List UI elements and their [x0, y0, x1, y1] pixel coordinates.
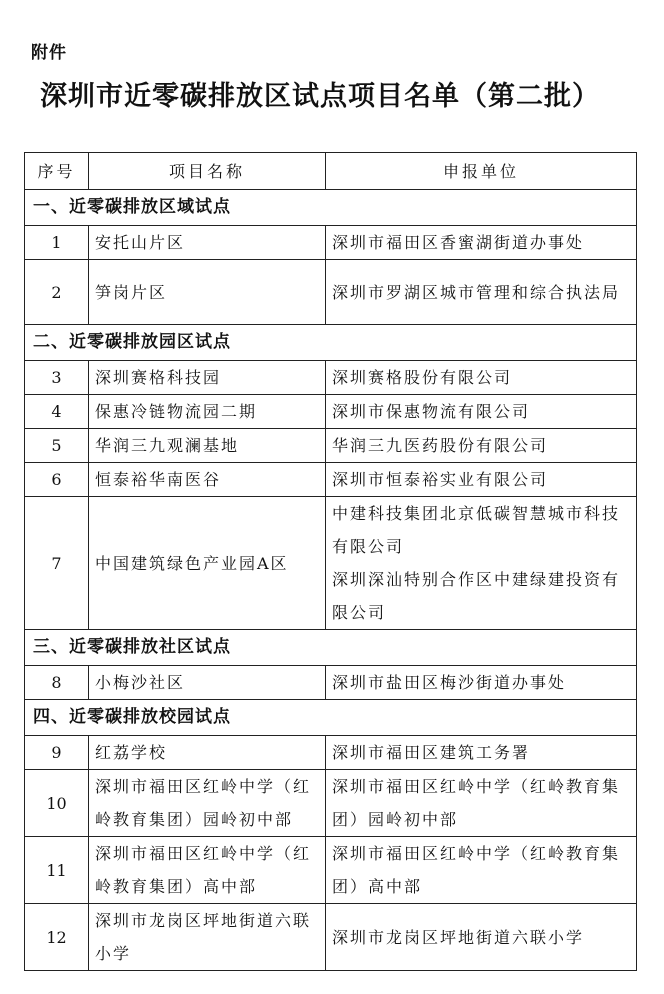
- table-row: [25, 260, 637, 325]
- row-applicant-unit: 深圳市罗湖区城市管理和综合执法局: [326, 260, 637, 325]
- header-project-name: 项目名称: [89, 153, 326, 190]
- section-title: 二、近零碳排放园区试点: [25, 325, 637, 361]
- section-row: [25, 630, 637, 666]
- table-row: [25, 904, 637, 971]
- row-project-name: 深圳市福田区红岭中学（红岭教育集团）高中部: [89, 837, 326, 904]
- row-project-name: 小梅沙社区: [89, 666, 326, 700]
- section-row: [25, 190, 637, 226]
- row-no: 1: [25, 226, 89, 260]
- applicant-unit-line: 中建科技集团北京低碳智慧城市科技有限公司: [332, 504, 621, 556]
- row-project-name: 恒泰裕华南医谷: [89, 463, 326, 497]
- row-project-name: 华润三九观澜基地: [89, 429, 326, 463]
- row-no: 4: [25, 395, 89, 429]
- table-row: [25, 226, 637, 260]
- row-no: 6: [25, 463, 89, 497]
- table-header-row: [25, 153, 637, 190]
- row-no: 7: [25, 497, 89, 630]
- row-applicant-unit: 华润三九医药股份有限公司: [326, 429, 637, 463]
- header-applicant-unit: 申报单位: [326, 153, 637, 190]
- row-project-name: 安托山片区: [89, 226, 326, 260]
- row-applicant-unit: 深圳市盐田区梅沙街道办事处: [326, 666, 637, 700]
- table-row: [25, 361, 637, 395]
- project-list-table: [24, 152, 637, 971]
- row-no: 10: [25, 770, 89, 837]
- row-applicant-unit: 深圳市龙岗区坪地街道六联小学: [326, 904, 637, 971]
- row-project-name: 笋岗片区: [89, 260, 326, 325]
- table-row: [25, 837, 637, 904]
- row-no: 9: [25, 736, 89, 770]
- row-no: 5: [25, 429, 89, 463]
- section-title: 三、近零碳排放社区试点: [25, 630, 637, 666]
- row-applicant-unit: 深圳市福田区红岭中学（红岭教育集团）高中部: [326, 837, 637, 904]
- attachment-label: 附件: [31, 43, 67, 63]
- section-title: 四、近零碳排放校园试点: [25, 700, 637, 736]
- section-row: [25, 325, 637, 361]
- table-row: [25, 395, 637, 429]
- row-applicant-unit: 深圳市福田区红岭中学（红岭教育集团）园岭初中部: [326, 770, 637, 837]
- row-applicant-unit: 深圳市保惠物流有限公司: [326, 395, 637, 429]
- row-project-name: 红荔学校: [89, 736, 326, 770]
- table-row: [25, 666, 637, 700]
- row-no: 3: [25, 361, 89, 395]
- row-applicant-unit: 深圳市恒泰裕实业有限公司: [326, 463, 637, 497]
- row-project-name: 深圳市福田区红岭中学（红岭教育集团）园岭初中部: [89, 770, 326, 837]
- row-project-name: 深圳赛格科技园: [89, 361, 326, 395]
- table-row: [25, 497, 637, 630]
- row-no: 8: [25, 666, 89, 700]
- row-no: 12: [25, 904, 89, 971]
- table-row: [25, 736, 637, 770]
- row-applicant-unit: 深圳赛格股份有限公司: [326, 361, 637, 395]
- row-project-name: 保惠冷链物流园二期: [89, 395, 326, 429]
- page-title: 深圳市近零碳排放区试点项目名单（第二批）: [40, 81, 600, 112]
- table-row: [25, 463, 637, 497]
- row-project-name: 深圳市龙岗区坪地街道六联小学: [89, 904, 326, 971]
- section-title: 一、近零碳排放区域试点: [25, 190, 637, 226]
- row-no: 2: [25, 260, 89, 325]
- row-applicant-unit: [326, 497, 637, 630]
- row-applicant-unit: 深圳市福田区建筑工务署: [326, 736, 637, 770]
- row-no: 11: [25, 837, 89, 904]
- table-row: [25, 770, 637, 837]
- table-row: [25, 429, 637, 463]
- row-applicant-unit: 深圳市福田区香蜜湖街道办事处: [326, 226, 637, 260]
- applicant-unit-line: 深圳深汕特别合作区中建绿建投资有限公司: [332, 570, 621, 622]
- header-no: 序号: [25, 153, 89, 190]
- section-row: [25, 700, 637, 736]
- row-project-name: 中国建筑绿色产业园A区: [89, 497, 326, 630]
